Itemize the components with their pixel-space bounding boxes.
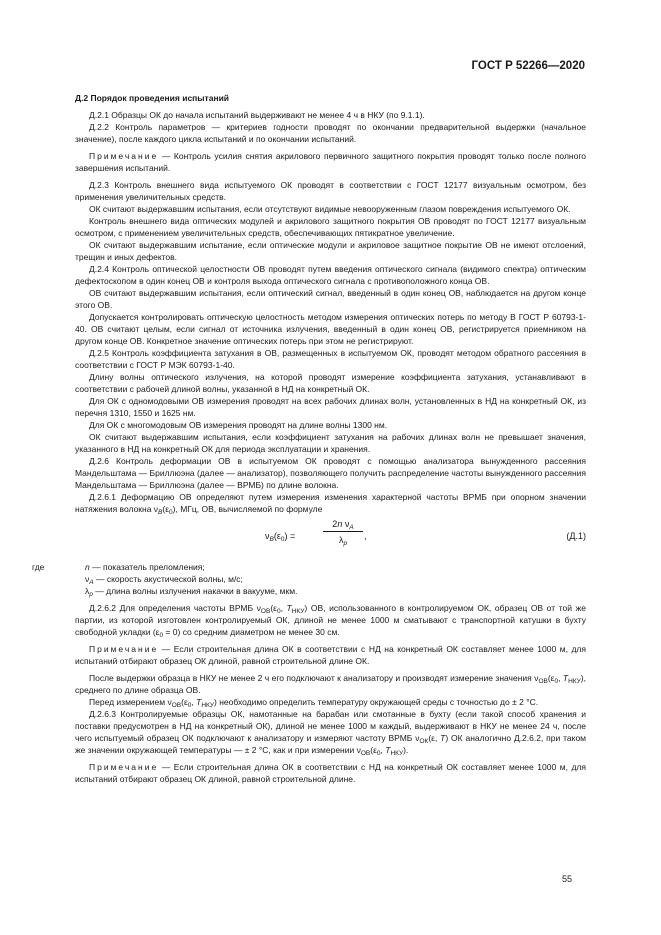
paragraph: Д.2.1 Образцы ОК до начала испытаний выдерживают не менее 4 ч в НКУ (по 9.1.1). [89, 110, 425, 120]
standard-header: ГОСТ Р 52266—2020 [471, 60, 585, 72]
paragraph: Д.2.4 Контроль оптической целостности ОВ проводят путем введения оптического сигнала (видимого спектра) оптическим дефектоскопом в один конец ОВ и контроля выхода оптического сигнала с противоположного конца ОВ. [75, 264, 586, 286]
paragraph: Д.2.6.3 Контролируемые образцы ОК, намотанные на барабан или смотанные в бухту (если такой способ хранения и поставки предусмотрен в НД на конкретный ОК), длиной не менее 1000 м каждый, выдерживают в НКУ не менее 24 ч, после чего испытуемый образец ОК подключают к анализатору и измеряют частоту ВРМБ $\nu_{ОК}(\varepsilon$, T) ОК аналогично Д.2.6.2, при таком же значении окружающей температуры — ± 2 °С, как и при измерении $\nu_{ОВ}(\varepsilon_0$, $T_{НКУ}$). [75, 709, 587, 757]
paragraph: ОК считают выдержавшим испытания, если коэффициент затухания на рабочих длинах волн не превышает значения, указанного в НД на конкретный ОК для периода эксплуатации и хранения. [75, 432, 586, 454]
document-body [32, 92, 587, 785]
paragraph: ОК считают выдержавшим испытание, если оптические модули и акриловое защитное покрытие ОВ не имеют отслоений, трещин и иных дефектов. [75, 240, 586, 262]
paragraph: Допускается контролировать оптическую целостность методом измерения оптических потерь по методу В ГОСТ Р 60793-1-40. ОВ считают целым, если сигнал от источника излучения, введенный в один конец ОВ, регистрируется приемником на другом конце ОВ. Конкретное значение оптических потерь при этом не регистрируют. [75, 312, 586, 346]
paragraph: Длину волны оптического излучения, на которой проводят измерение коэффициента затухания, устанавливают в соответствии с рабочей длиной волны, указанной в НД на конкретный ОК. [75, 372, 586, 394]
section-title: Д.2 Порядок проведения испытаний [75, 93, 230, 103]
paragraph: Д.2.6.2 Для определения частоты ВРМБ $\nu_{ОВ}(\varepsilon_0$, $T_{НКУ}$) ОВ, использованного в контролируемом ОК, образец ОВ от той же партии, из которой изготовлен контролируемый ОК, длиной не менее 1000 м сматывают с транспортной катушки в бухту свободной укладки $(\varepsilon_0 = 0)$ со средним диаметром не менее 30 см. [75, 603, 586, 639]
note-text: — Контроль усилия снятия акрилового первичного защитного покрытия проводят только после полного завершения испытаний. [75, 151, 586, 173]
note [75, 150, 586, 174]
formula-number: (Д.1) [566, 531, 586, 541]
paragraph: Для ОК с одномодовыми ОВ измерения проводят на всех рабочих длинах волн, установленных в НД на конкретный ОК, из перечня 1310, 1550 и 1625 нм. [75, 396, 586, 418]
note-label: Примечание [89, 762, 159, 772]
legend-row: $\lambda_p$ — длина волны излучения накачки в вакууме, мкм. [85, 586, 298, 598]
note-label: Примечание [89, 644, 159, 654]
legend-row: где n — показатель преломления; [32, 562, 205, 572]
formula-fraction [323, 518, 363, 546]
note-label: Примечание [89, 151, 159, 161]
paragraph: ОК считают выдержавшим испытания, если отсутствуют видимые невооруженным глазом повреждения испытуемого ОК. [89, 204, 571, 214]
paragraph: Д.2.2 Контроль параметров — критериев годности проводят по окончании предварительной выдержки (начальное значение), после каждого цикла испытаний и по окончании испытаний. [75, 122, 586, 144]
paragraph: Перед измерением $\nu_{ОВ}(\varepsilon_0$, $T_{НКУ}$) необходимо определить температуру окружающей среды с точностью до ± 2 °С. [89, 697, 539, 709]
paragraph: Д.2.6 Контроль деформации ОВ в испытуемом ОК проводят с помощью анализатора вынужденного рассеяния Мандельштама — Бриллюэна (далее — анализатор), позволяющего получить распределение частоты вынужденного рассеяния Мандельштама — Бриллюэна (далее — ВРМБ) по длине волокна. [75, 456, 586, 490]
where-label: где [32, 562, 45, 572]
paragraph: Д.2.3 Контроль внешнего вида испытуемого ОК проводят в соответствии с ГОСТ 12177 визуальным осмотром, без применения увеличительных средств. [75, 180, 586, 202]
paragraph: Д.2.5 Контроль коэффициента затухания в ОВ, размещенных в испытуемом ОК, проводят методом обратного рассеяния в соответствии с ГОСТ Р МЭК 60793-1-40. [75, 348, 586, 370]
paragraph: После выдержки образца в НКУ не менее 2 ч его подключают к анализатору и производят измерение значения $\nu_{ОВ}(\varepsilon_0$, $T_{НКУ}$), среднего по длине образца ОВ. [75, 673, 586, 695]
note [75, 643, 586, 667]
paragraph: Контроль внешнего вида оптических модулей и акрилового защитного покрытия ОВ проводят по ГОСТ 12177 визуальным осмотром, с применением увеличительных средств, обеспечивающих пятикратное увеличение. [75, 216, 586, 238]
note-text: — Если строительная длина ОК в соответствии с НД на конкретный ОК составляет менее 1000 м, для испытаний отбирают образец ОК длиной, равной строительной длине ОК. [75, 644, 586, 666]
formula-denominator: $\lambda_p$ [338, 535, 348, 547]
note [75, 761, 586, 785]
formula-legend [32, 561, 586, 598]
note-text: — Если строительная длина ОК в соответствии с НД на конкретный ОК составляет менее 1000 м, для испытаний отбирают образец ОК длиной, равной строительной длине. [75, 762, 586, 784]
page-number: 55 [562, 874, 573, 884]
formula-d1: $\nu_B(\varepsilon_0)$ = $\frac{2n \nu_A}{\lambda_p}$ , (Д.1) [265, 519, 586, 547]
paragraph: ОВ считают выдержавшим испытания, если оптический сигнал, введенный в один конец ОВ, наблюдается на другом конце этого ОВ. [75, 288, 586, 310]
paragraph: Для ОК с многомодовым ОВ измерения проводят на длине волны 1300 нм. [89, 420, 388, 430]
paragraph: Д.2.6.1 Деформацию ОВ определяют путем измерения изменения характерной частоты ВРМБ при опорном значении натяжения волокна $\nu_B(\varepsilon_0)$, МГц, ОВ, вычисляемой по формуле [75, 492, 586, 516]
formula-numerator: 2n $\nu_A$ [323, 518, 363, 532]
formula-lhs: $\nu_B(\varepsilon_0)$ = [265, 531, 296, 543]
legend-row: $\nu_A$ — скорость акустической волны, м/с; [85, 574, 243, 586]
